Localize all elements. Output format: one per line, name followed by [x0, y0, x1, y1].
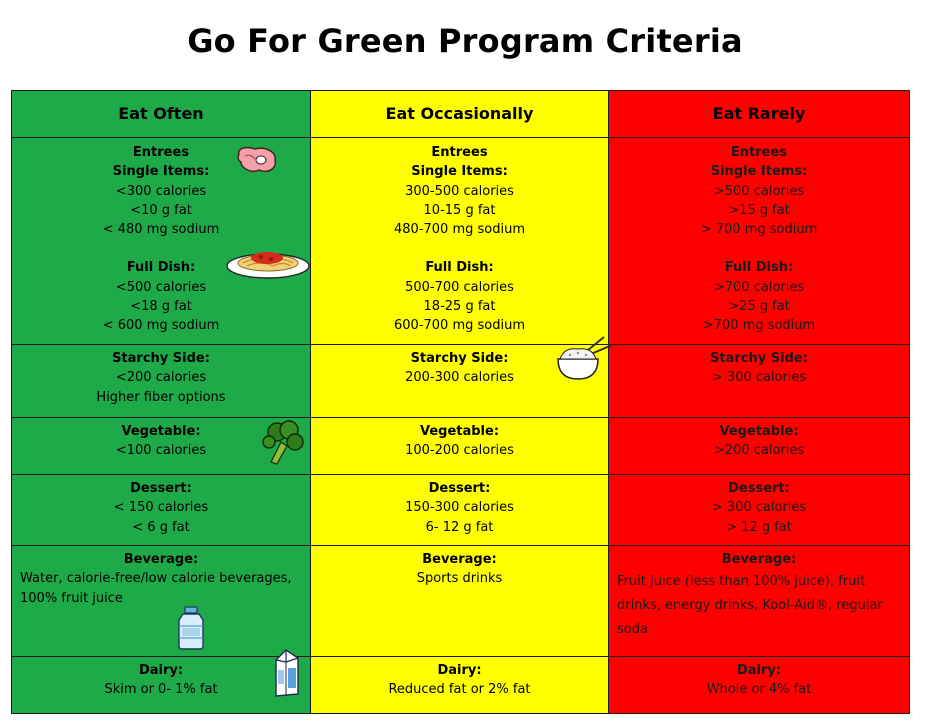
- criteria-line: <10 g fat: [130, 202, 192, 218]
- criteria-line: >25 g fat: [728, 299, 790, 315]
- water-bottle-icon: [173, 606, 209, 650]
- criteria-line: <18 g fat: [130, 299, 192, 315]
- criteria-line: > 300 calories: [711, 500, 807, 516]
- criteria-line: 100% fruit juice: [20, 590, 123, 606]
- criteria-line: <100 calories: [115, 443, 207, 459]
- starchy-label: Starchy Side:: [410, 351, 509, 366]
- dairy-label: Dairy:: [736, 663, 782, 678]
- starchy-row: [12, 345, 910, 418]
- meat-icon: [235, 144, 279, 176]
- rice-bowl-icon: [554, 335, 614, 381]
- criteria-line: Skim or 0- 1% fat: [104, 682, 218, 698]
- criteria-line: < 600 mg sodium: [102, 318, 220, 334]
- dessert-green-cell: [12, 475, 311, 546]
- criteria-line: > 300 calories: [711, 370, 807, 386]
- beverage-red-cell: [609, 546, 910, 657]
- dessert-label: Dessert:: [428, 481, 491, 496]
- dairy-red-cell: [609, 657, 910, 714]
- header-row: [12, 91, 910, 138]
- criteria-line: < 480 mg sodium: [102, 222, 220, 238]
- entrees-label: Entrees: [730, 145, 788, 160]
- criteria-line: < 150 calories: [113, 500, 209, 516]
- criteria-line: 600-700 mg sodium: [394, 318, 525, 334]
- starchy-label: Starchy Side:: [112, 351, 210, 366]
- criteria-line: <500 calories: [115, 279, 207, 295]
- entrees-label: Entrees: [431, 145, 488, 160]
- broccoli-icon: [257, 418, 307, 466]
- criteria-line: < 6 g fat: [132, 519, 190, 535]
- starchy-yellow-cell: [311, 345, 609, 418]
- criteria-line: soda: [617, 622, 648, 638]
- spaghetti-icon: [225, 246, 311, 280]
- starchy-green-cell: [12, 345, 311, 418]
- criteria-table: [11, 90, 910, 714]
- vegetable-label: Vegetable:: [419, 424, 500, 439]
- page-title: Go For Green Program Criteria: [187, 22, 743, 60]
- criteria-line: Higher fiber options: [96, 389, 226, 405]
- beverage-row: [12, 546, 910, 657]
- criteria-line: Reduced fat or 2% fat: [388, 682, 531, 698]
- dairy-green-cell: [12, 657, 311, 714]
- criteria-line: >15 g fat: [728, 202, 790, 218]
- criteria-line: >200 calories: [713, 443, 805, 459]
- criteria-line: 300-500 calories: [405, 183, 514, 199]
- vegetable-row: [12, 418, 910, 475]
- beverage-label: Beverage:: [422, 552, 497, 567]
- single-items-label: Single Items:: [411, 164, 508, 180]
- single-items-label: Single Items:: [710, 164, 808, 180]
- single-items-label: Single Items:: [112, 164, 210, 180]
- header-eat-rarely: Eat Rarely: [609, 91, 910, 138]
- criteria-line: >500 calories: [713, 183, 805, 199]
- dessert-label: Dessert:: [130, 481, 192, 496]
- entrees-red-cell: [609, 138, 910, 345]
- beverage-green-cell: [12, 546, 311, 657]
- starchy-red-cell: [609, 345, 910, 418]
- criteria-line: 6- 12 g fat: [425, 519, 494, 535]
- dessert-yellow-cell: [311, 475, 609, 546]
- criteria-line: <200 calories: [115, 370, 207, 386]
- dairy-label: Dairy:: [437, 663, 482, 678]
- entrees-yellow-cell: [311, 138, 609, 345]
- starchy-label: Starchy Side:: [710, 351, 808, 366]
- criteria-line: > 700 mg sodium: [700, 222, 818, 238]
- criteria-line: 480-700 mg sodium: [394, 222, 525, 238]
- criteria-line: 200-300 calories: [405, 370, 514, 386]
- dessert-red-cell: [609, 475, 910, 546]
- header-eat-often: Eat Often: [12, 91, 311, 138]
- vegetable-label: Vegetable:: [121, 424, 201, 439]
- criteria-line: >700 calories: [713, 279, 805, 295]
- vegetable-label: Vegetable:: [719, 424, 799, 439]
- full-dish-label: Full Dish:: [724, 260, 794, 276]
- entrees-green-cell: [12, 138, 311, 345]
- milk-carton-icon: [270, 648, 302, 698]
- criteria-line: 100-200 calories: [405, 443, 514, 459]
- beverage-yellow-cell: [311, 546, 609, 657]
- criteria-line: 150-300 calories: [405, 500, 514, 516]
- vegetable-red-cell: [609, 418, 910, 475]
- criteria-line: Whole or 4% fat: [706, 682, 812, 698]
- dessert-label: Dessert:: [728, 481, 790, 496]
- full-dish-label: Full Dish:: [126, 260, 196, 276]
- criteria-line: 18-25 g fat: [423, 299, 496, 315]
- dairy-yellow-cell: [311, 657, 609, 714]
- beverage-label: Beverage:: [721, 552, 797, 567]
- criteria-line: Fruit Juice (less than 100% juice), fruit: [617, 574, 866, 590]
- beverage-label: Beverage:: [123, 552, 199, 567]
- criteria-line: <300 calories: [115, 183, 207, 199]
- criteria-line: Sports drinks: [416, 571, 503, 587]
- criteria-line: >700 mg sodium: [702, 318, 816, 334]
- entrees-label: Entrees: [132, 145, 190, 160]
- header-eat-occasionally: Eat Occasionally: [311, 91, 609, 138]
- full-dish-label: Full Dish:: [425, 260, 494, 276]
- dessert-row: [12, 475, 910, 546]
- criteria-line: 10-15 g fat: [423, 202, 496, 218]
- criteria-line: drinks, energy drinks, Kool-Aid®, regular: [617, 598, 883, 614]
- vegetable-green-cell: [12, 418, 311, 475]
- vegetable-yellow-cell: [311, 418, 609, 475]
- criteria-line: 500-700 calories: [405, 279, 514, 295]
- dairy-label: Dairy:: [138, 663, 184, 678]
- criteria-line: > 12 g fat: [726, 519, 792, 535]
- criteria-line: Water, calorie-free/low calorie beverages,: [20, 571, 292, 587]
- entrees-row: [12, 138, 910, 345]
- dairy-row: [12, 657, 910, 714]
